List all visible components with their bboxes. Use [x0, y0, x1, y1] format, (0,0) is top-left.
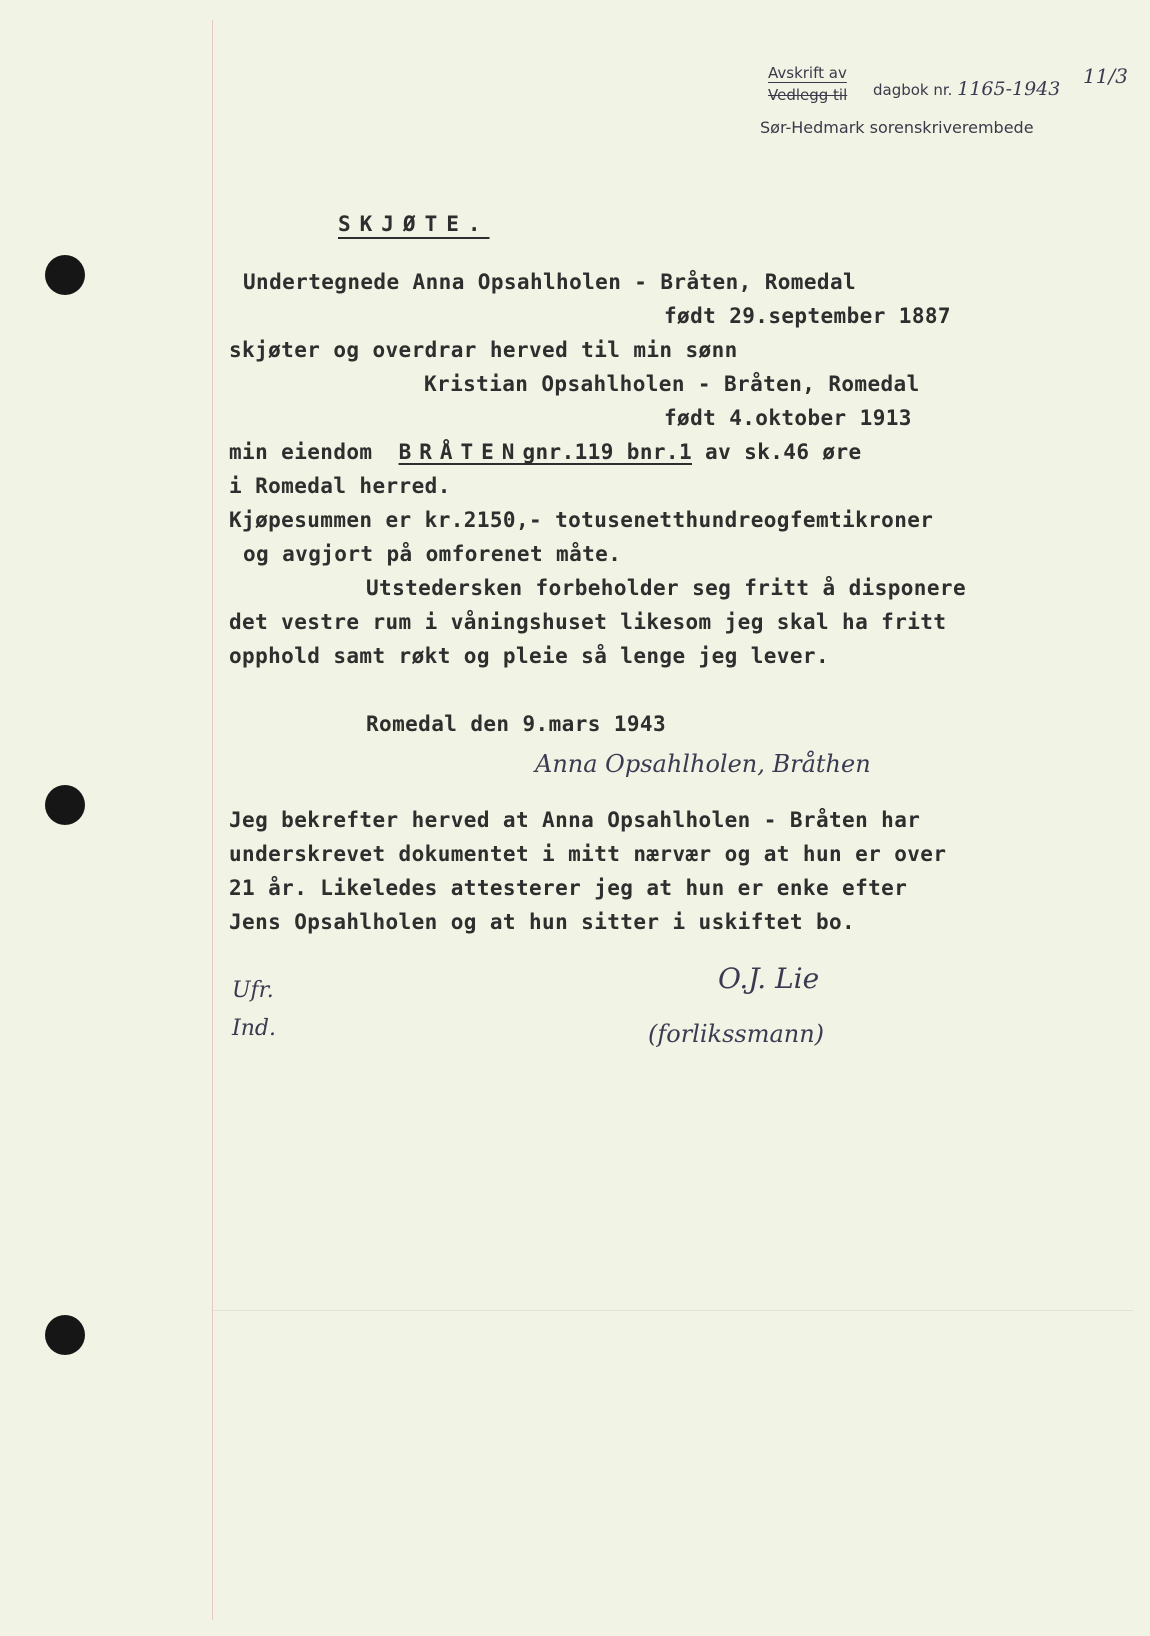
body-line-1: Undertegnede Anna Opsahlholen - Bråten, Romedal	[243, 270, 857, 294]
body-line-6-d: av sk.46 øre	[705, 440, 862, 464]
punch-hole-bottom	[45, 1315, 85, 1355]
stamp-date-value: 11/3	[1083, 64, 1128, 88]
body-line-12: opphold samt røkt og pleie så lenge jeg lever.	[229, 644, 829, 668]
faint-rule	[213, 1310, 1133, 1311]
body-line-6-a: min eiendom	[229, 440, 373, 464]
signature-witness: O.J. Lie	[718, 962, 820, 995]
stamp-avskrift-label: Avskrift av	[768, 64, 847, 82]
stamp-vedlegg	[768, 86, 847, 104]
stamp-date	[1083, 64, 1128, 88]
stamp-dagbok-number: 1165-1943	[957, 78, 1061, 100]
body-line-11: det vestre rum i våningshuset likesom jeg skal ha fritt	[229, 610, 947, 634]
property-numbers: gnr.119 bnr.1	[522, 440, 692, 464]
body-line-6	[229, 440, 862, 464]
stamp-office	[760, 118, 1034, 137]
attest-line-2: underskrevet dokumentet i mitt nærvær og at hun er over	[229, 842, 947, 866]
signature-witness-title: (forlikssmann)	[648, 1020, 825, 1048]
body-line-8: Kjøpesummen er kr.2150,- totusenetthundreogfemtikroner	[229, 508, 934, 532]
stamp-vedlegg-label: Vedlegg til	[768, 86, 848, 104]
attest-line-4: Jens Opsahlholen og at hun sitter i uskiftet bo.	[229, 910, 856, 934]
property-name: BRÅTEN	[398, 440, 523, 464]
body-line-5: født 4.oktober 1913	[664, 406, 912, 430]
body-line-2: født 29.september 1887	[664, 304, 951, 328]
attest-line-1: Jeg bekrefter herved at Anna Opsahlholen - Bråten har	[229, 808, 921, 832]
stamp-office-name: Sør-Hedmark sorenskriverembede	[760, 118, 1034, 137]
stamp-dagbok-label: dagbok nr.	[873, 81, 953, 99]
stamp-dagbok	[873, 78, 1060, 100]
body-line-9: og avgjort på omforenet måte.	[243, 542, 622, 566]
marginal-note-line-2: Ind.	[232, 1016, 276, 1041]
document-title: SKJØTE.	[338, 212, 490, 236]
date-place: Romedal den 9.mars 1943	[366, 712, 666, 736]
body-line-7: i Romedal herred.	[229, 474, 451, 498]
punch-hole-middle	[45, 785, 85, 825]
margin-line	[212, 20, 213, 1620]
attest-line-3: 21 år. Likeledes attesterer jeg at hun er enke efter	[229, 876, 908, 900]
body-line-10: Utstedersken forbeholder seg fritt å disponere	[366, 576, 966, 600]
punch-hole-top	[45, 255, 85, 295]
body-line-3: skjøter og overdrar herved til min sønn	[229, 338, 738, 362]
stamp-avskrift	[768, 64, 847, 82]
body-line-4: Kristian Opsahlholen - Bråten, Romedal	[424, 372, 920, 396]
signature-seller: Anna Opsahlholen, Bråthen	[535, 750, 871, 778]
marginal-note-line-1: Ufr.	[232, 978, 274, 1003]
